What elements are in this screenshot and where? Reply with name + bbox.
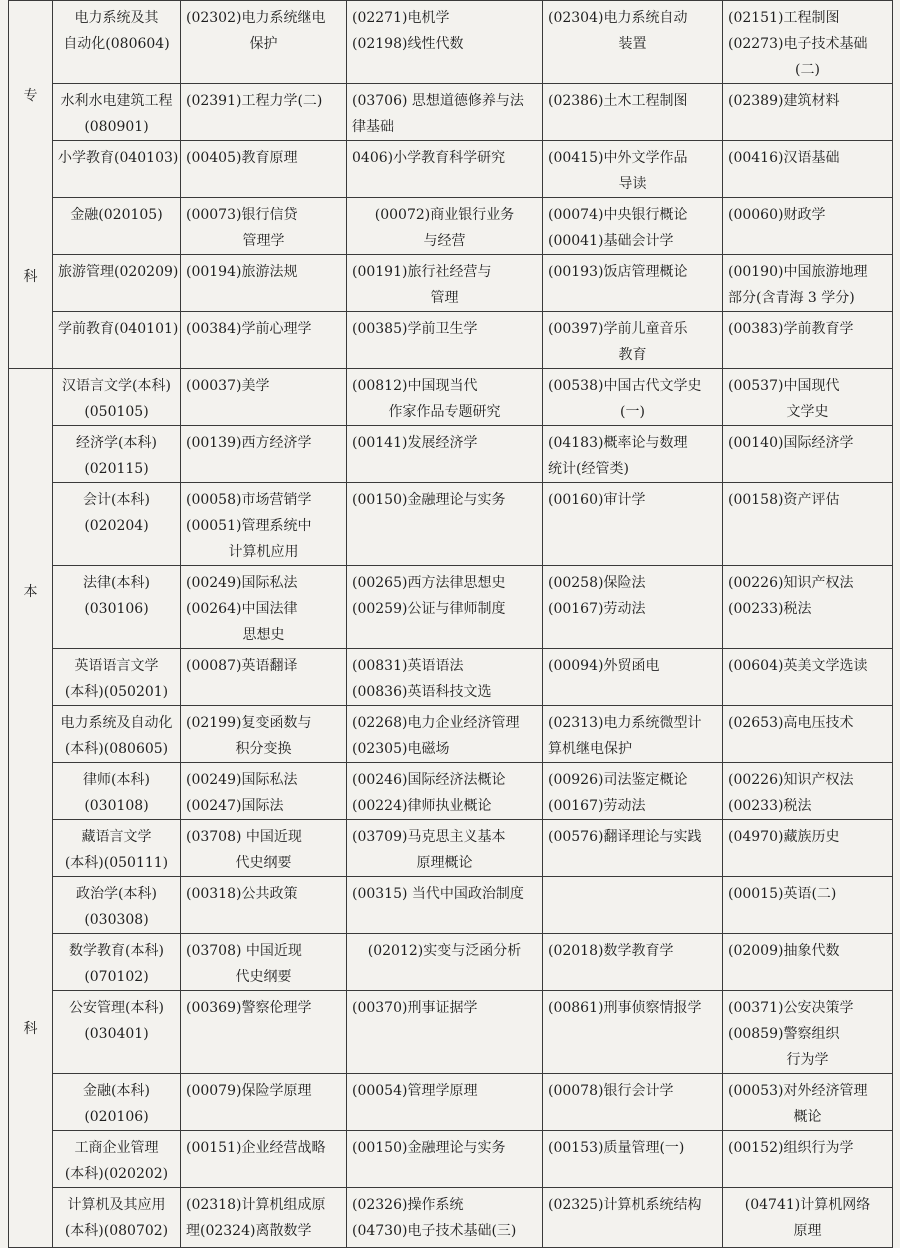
course-name: (00258)保险法 (548, 575, 646, 591)
course-name: (00861)刑事侦察情报学 (548, 1000, 702, 1016)
course-name: 理(02324)离散数学 (186, 1223, 312, 1239)
course-name: (二) (795, 62, 820, 78)
course-cell (347, 255, 543, 312)
major-name: 电力系统及自动化 (60, 715, 173, 731)
course-name: (00836)英语科技文选 (352, 684, 492, 700)
course-cell (181, 1074, 347, 1131)
course-name: (00249)国际私法 (186, 772, 298, 788)
major-name: (030106) (84, 601, 149, 617)
course-name: (00233)税法 (728, 798, 812, 814)
category-benke (9, 369, 53, 1248)
course-name: (00053)对外经济管理 (728, 1083, 868, 1099)
course-cell (347, 426, 543, 483)
course-name: (00264)中国法律 (186, 601, 298, 617)
course-cell (723, 369, 893, 426)
course-cell (181, 84, 347, 141)
course-cell (723, 763, 893, 820)
course-name: (02198)线性代数 (352, 36, 464, 52)
course-cell (181, 426, 347, 483)
course-name: 0406)小学教育科学研究 (352, 150, 506, 166)
major-name: (020204) (84, 518, 149, 534)
course-cell (543, 198, 723, 255)
course-name: (00259)公证与律师制度 (352, 601, 506, 617)
table-row (9, 255, 893, 312)
category-char: 本 (23, 583, 38, 600)
course-name: (00265)西方法律思想史 (352, 575, 506, 591)
course-name: (00194)旅游法规 (186, 264, 298, 280)
table-row (9, 84, 893, 141)
course-name: 管理 (430, 290, 459, 306)
course-name: (00383)学前教育学 (728, 321, 854, 337)
course-name: (00150)金融理论与实务 (352, 492, 506, 508)
major-name: (030308) (84, 912, 149, 928)
course-name: (00831)英语语法 (352, 658, 464, 674)
course-cell (723, 991, 893, 1074)
course-cell (723, 934, 893, 991)
course-name: (00037)美学 (186, 378, 270, 394)
course-name: (04730)电子技术基础(三) (352, 1223, 517, 1239)
course-cell (723, 255, 893, 312)
major-name: 旅游管理(020209) (58, 264, 179, 280)
course-name: (00226)知识产权法 (728, 772, 854, 788)
course-cell (723, 483, 893, 566)
course-name: (00226)知识产权法 (728, 575, 854, 591)
course-cell (723, 1, 893, 84)
major-cell (53, 426, 181, 483)
course-schedule-table (8, 0, 893, 1248)
course-cell (543, 877, 723, 934)
course-name: (00140)国际经济学 (728, 435, 854, 451)
course-cell (543, 312, 723, 369)
course-name: (02325)计算机系统结构 (548, 1197, 702, 1213)
course-cell (181, 369, 347, 426)
course-name: (00158)资产评估 (728, 492, 840, 508)
course-cell (347, 706, 543, 763)
course-cell (723, 877, 893, 934)
major-cell (53, 312, 181, 369)
course-name: (00315) 当代中国政治制度 (352, 886, 524, 902)
major-name: 水利水电建筑工程 (60, 93, 173, 109)
course-name: (00416)汉语基础 (728, 150, 840, 166)
course-cell (723, 566, 893, 649)
course-name: (00087)英语翻译 (186, 658, 298, 674)
course-cell (347, 1188, 543, 1248)
course-name: (03706) 思想道德修养与法 (352, 93, 524, 109)
course-name: 代史纲要 (235, 969, 292, 985)
course-cell (347, 483, 543, 566)
course-name: (02268)电力企业经济管理 (352, 715, 520, 731)
course-cell (347, 763, 543, 820)
course-name: (00051)管理系统中 (186, 518, 312, 534)
course-cell (723, 1188, 893, 1248)
course-name: (00141)发展经济学 (352, 435, 478, 451)
course-name: 作家作品专题研究 (388, 404, 501, 420)
table-row (9, 566, 893, 649)
course-name: (00094)外贸函电 (548, 658, 660, 674)
course-name: 行为学 (786, 1052, 829, 1068)
course-name: (00576)翻译理论与实践 (548, 829, 702, 845)
course-cell (543, 649, 723, 706)
course-name: (00384)学前心理学 (186, 321, 312, 337)
course-name: (02389)建筑材料 (728, 93, 840, 109)
category-char: 科 (23, 269, 38, 286)
major-name: (020115) (84, 461, 149, 477)
table-row (9, 198, 893, 255)
course-cell (543, 1074, 723, 1131)
course-cell (723, 820, 893, 877)
major-name: 汉语言文学(本科) (62, 378, 171, 394)
course-name: (00060)财政学 (728, 207, 826, 223)
course-name: (00249)国际私法 (186, 575, 298, 591)
major-cell (53, 1074, 181, 1131)
major-cell (53, 991, 181, 1074)
course-cell (181, 820, 347, 877)
major-cell (53, 84, 181, 141)
major-name: (本科)(080605) (64, 741, 169, 757)
course-name: (04970)藏族历史 (728, 829, 840, 845)
course-cell (543, 255, 723, 312)
course-name: (03708) 中国近现 (186, 943, 302, 959)
major-name: 学前教育(040101) (58, 321, 179, 337)
major-cell (53, 820, 181, 877)
course-cell (347, 820, 543, 877)
course-cell (543, 141, 723, 198)
course-name: (00604)英美文学选读 (728, 658, 868, 674)
course-name: (00538)中国古代文学史 (548, 378, 702, 394)
major-name: 藏语言文学 (81, 829, 152, 845)
course-name: (00015)英语(二) (728, 886, 837, 902)
course-name: 部分(含青海 3 学分) (728, 290, 855, 306)
major-cell (53, 706, 181, 763)
major-cell (53, 877, 181, 934)
course-name: (00247)国际法 (186, 798, 284, 814)
major-name: 政治学(本科) (76, 886, 157, 902)
major-cell (53, 141, 181, 198)
course-name: (02199)复变函数与 (186, 715, 312, 731)
course-name: (04741)计算机网络 (744, 1197, 871, 1213)
course-cell (543, 369, 723, 426)
course-name: (02318)计算机组成原 (186, 1197, 326, 1213)
course-name: (00191)旅行社经营与 (352, 264, 492, 280)
course-name: 算机继电保护 (548, 741, 632, 757)
course-cell (181, 1, 347, 84)
table-row (9, 483, 893, 566)
major-name: 金融(020105) (70, 207, 163, 223)
major-cell (53, 763, 181, 820)
table-row (9, 369, 893, 426)
major-name: (030401) (84, 1026, 149, 1042)
course-name: (02302)电力系统继电 (186, 10, 326, 26)
course-name: (00926)司法鉴定概论 (548, 772, 688, 788)
course-name: (02018)数学教育学 (548, 943, 674, 959)
course-name: (00167)劳动法 (548, 798, 646, 814)
course-cell (181, 141, 347, 198)
major-name: (070102) (84, 969, 149, 985)
course-name: (00153)质量管理(一) (548, 1140, 685, 1156)
table-row (9, 706, 893, 763)
course-cell (543, 1188, 723, 1248)
table-row (9, 141, 893, 198)
course-name: 导读 (618, 176, 647, 192)
course-name: (00151)企业经营战略 (186, 1140, 326, 1156)
course-name: (00415)中外文学作品 (548, 150, 688, 166)
course-name: 代史纲要 (235, 855, 292, 871)
course-name: 教育 (618, 347, 647, 363)
major-name: (020106) (84, 1109, 149, 1125)
course-name: (02391)工程力学(二) (186, 93, 323, 109)
course-name: 积分变换 (235, 741, 292, 757)
course-cell (723, 1131, 893, 1188)
course-name: (00193)饭店管理概论 (548, 264, 688, 280)
category-char: 专 (23, 87, 38, 104)
course-name: (03709)马克思主义基本 (352, 829, 506, 845)
course-cell (543, 426, 723, 483)
course-cell (181, 763, 347, 820)
course-cell (181, 483, 347, 566)
course-cell (543, 483, 723, 566)
course-name: (00078)银行会计学 (548, 1083, 674, 1099)
major-cell (53, 1131, 181, 1188)
course-cell (723, 198, 893, 255)
course-name: (02012)实变与泛函分析 (367, 943, 522, 959)
course-cell (723, 84, 893, 141)
major-name: (本科)(050111) (64, 855, 169, 871)
major-cell (53, 369, 181, 426)
table-row (9, 649, 893, 706)
course-cell (543, 934, 723, 991)
course-cell (347, 991, 543, 1074)
course-name: (00385)学前卫生学 (352, 321, 478, 337)
course-name: (00058)市场营销学 (186, 492, 312, 508)
major-name: (本科)(080702) (64, 1223, 169, 1239)
category-char: 科 (23, 1020, 38, 1037)
table-row (9, 312, 893, 369)
course-name: (00233)税法 (728, 601, 812, 617)
major-cell (53, 1, 181, 84)
course-name: (00859)警察组织 (728, 1026, 840, 1042)
course-name: (00405)教育原理 (186, 150, 298, 166)
course-cell (181, 198, 347, 255)
major-name: (030108) (84, 798, 149, 814)
major-name: 电力系统及其 (74, 10, 159, 26)
course-name: (00812)中国现当代 (352, 378, 478, 394)
course-name: (00072)商业银行业务 (374, 207, 515, 223)
major-cell (53, 1188, 181, 1248)
course-name: (00371)公安决策学 (728, 1000, 854, 1016)
course-cell (543, 706, 723, 763)
table-row (9, 1188, 893, 1248)
course-name: (00190)中国旅游地理 (728, 264, 868, 280)
course-cell (181, 1188, 347, 1248)
course-name: (02009)抽象代数 (728, 943, 840, 959)
course-cell (181, 706, 347, 763)
course-name: 管理学 (242, 233, 285, 249)
major-name: 数学教育(本科) (69, 943, 164, 959)
major-name: 会计(本科) (83, 492, 150, 508)
course-name: (00079)保险学原理 (186, 1083, 312, 1099)
course-name: (00160)审计学 (548, 492, 646, 508)
course-name: (00318)公共政策 (186, 886, 298, 902)
major-name: 英语语言文学 (74, 658, 159, 674)
course-name: (00369)警察伦理学 (186, 1000, 312, 1016)
major-cell (53, 934, 181, 991)
course-name: 概论 (793, 1109, 822, 1125)
major-name: (本科)(020202) (64, 1166, 169, 1182)
course-cell (181, 1131, 347, 1188)
major-cell (53, 255, 181, 312)
table-row (9, 763, 893, 820)
course-name: (00139)西方经济学 (186, 435, 312, 451)
table-row (9, 1, 893, 84)
course-name: (00224)律师执业概论 (352, 798, 492, 814)
major-name: 金融(本科) (83, 1083, 150, 1099)
table-row (9, 991, 893, 1074)
course-name: (02305)电磁场 (352, 741, 450, 757)
course-name: (02386)土木工程制图 (548, 93, 688, 109)
course-name: (00054)管理学原理 (352, 1083, 478, 1099)
major-name: 小学教育(040103) (58, 150, 179, 166)
course-cell (347, 566, 543, 649)
course-name: (一) (620, 404, 645, 420)
course-cell (181, 255, 347, 312)
course-name: 律基础 (352, 119, 394, 135)
course-cell (723, 706, 893, 763)
course-name: (00370)刑事证据学 (352, 1000, 478, 1016)
course-cell (181, 312, 347, 369)
course-cell (543, 1131, 723, 1188)
category-zhuanke (9, 1, 53, 369)
major-name: (050105) (84, 404, 149, 420)
course-cell (181, 877, 347, 934)
major-cell (53, 566, 181, 649)
table-row (9, 877, 893, 934)
major-name: 法律(本科) (83, 575, 150, 591)
course-cell (181, 649, 347, 706)
major-name: 工商企业管理 (74, 1140, 159, 1156)
course-name: 计算机应用 (228, 544, 299, 560)
course-cell (723, 1074, 893, 1131)
course-cell (347, 141, 543, 198)
major-name: (本科)(050201) (64, 684, 169, 700)
course-cell (723, 141, 893, 198)
table-row (9, 426, 893, 483)
course-name: (04183)概率论与数理 (548, 435, 688, 451)
course-cell (347, 649, 543, 706)
course-name: 原理概论 (416, 855, 473, 871)
major-name: 经济学(本科) (76, 435, 157, 451)
course-name: (02653)高电压技术 (728, 715, 854, 731)
course-name: (00246)国际经济法概论 (352, 772, 506, 788)
course-cell (723, 312, 893, 369)
course-name: (00074)中央银行概论 (548, 207, 688, 223)
course-cell (347, 312, 543, 369)
major-name: 律师(本科) (83, 772, 150, 788)
course-name: (02271)电机学 (352, 10, 450, 26)
course-cell (543, 1, 723, 84)
course-name: 与经营 (423, 233, 466, 249)
course-cell (347, 84, 543, 141)
course-cell (543, 566, 723, 649)
course-name: 思想史 (242, 627, 285, 643)
major-name: (080901) (84, 119, 149, 135)
major-name: 公安管理(本科) (69, 1000, 164, 1016)
course-name: (00537)中国现代 (728, 378, 840, 394)
course-name: (00041)基础会计学 (548, 233, 674, 249)
course-name: 文学史 (786, 404, 829, 420)
table-row (9, 1131, 893, 1188)
course-name: 统计(经管类) (548, 461, 629, 477)
course-cell (543, 84, 723, 141)
major-name: 自动化(080604) (63, 36, 170, 52)
major-cell (53, 649, 181, 706)
table-row (9, 820, 893, 877)
course-name: (02304)电力系统自动 (548, 10, 688, 26)
course-name: (00150)金融理论与实务 (352, 1140, 506, 1156)
table-row (9, 934, 893, 991)
course-cell (181, 934, 347, 991)
course-cell (543, 991, 723, 1074)
course-name: (02273)电子技术基础 (728, 36, 868, 52)
course-name: 保护 (249, 36, 278, 52)
table-row (9, 1074, 893, 1131)
course-cell (543, 820, 723, 877)
course-name: (00073)银行信贷 (186, 207, 298, 223)
course-name: (02326)操作系统 (352, 1197, 464, 1213)
course-name: 装置 (618, 36, 647, 52)
major-cell (53, 198, 181, 255)
course-cell (723, 426, 893, 483)
course-cell (347, 1074, 543, 1131)
course-name: (00167)劳动法 (548, 601, 646, 617)
course-cell (543, 763, 723, 820)
course-cell (723, 649, 893, 706)
course-name: (02313)电力系统微型计 (548, 715, 702, 731)
course-name: (00397)学前儿童音乐 (548, 321, 688, 337)
major-name: 计算机及其应用 (67, 1197, 166, 1213)
course-cell (347, 369, 543, 426)
major-cell (53, 483, 181, 566)
course-name: (03708) 中国近现 (186, 829, 302, 845)
course-cell (181, 566, 347, 649)
course-name: (02151)工程制图 (728, 10, 840, 26)
course-cell (347, 198, 543, 255)
course-cell (347, 934, 543, 991)
course-name: (00152)组织行为学 (728, 1140, 854, 1156)
course-cell (347, 1131, 543, 1188)
course-cell (181, 991, 347, 1074)
course-cell (347, 877, 543, 934)
course-name: 原理 (793, 1223, 822, 1239)
course-cell (347, 1, 543, 84)
